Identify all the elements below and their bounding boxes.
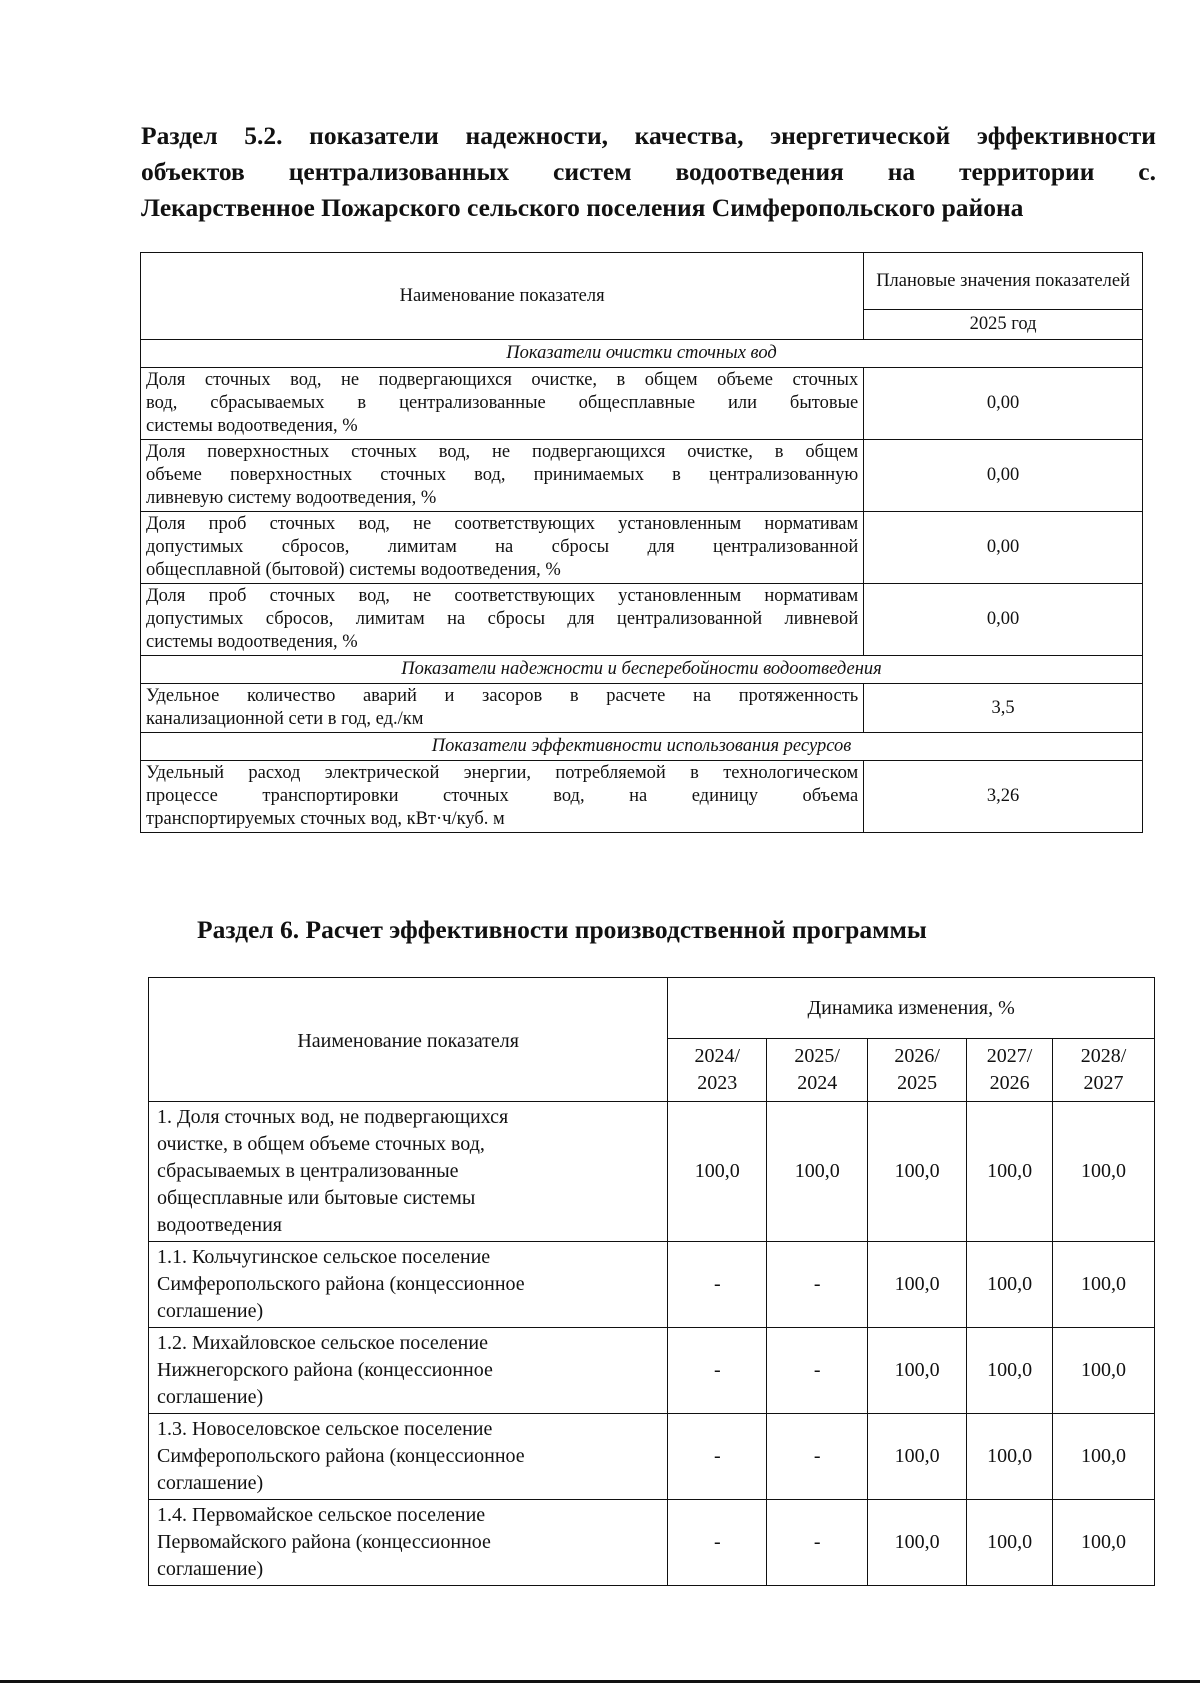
dynamics-value: 100,0: [868, 1102, 967, 1242]
column-header-year: 2025 год: [864, 310, 1143, 340]
indicator-name-line: соглашение): [157, 1558, 264, 1580]
year-header-line: 2028/: [1080, 1045, 1127, 1067]
dynamics-value: 100,0: [1053, 1500, 1155, 1586]
group-title: Показатели надежности и бесперебойности водоотведения: [141, 656, 1143, 684]
dynamics-value: 100,0: [967, 1414, 1053, 1500]
table-header-row: [149, 978, 1155, 1039]
indicator-name-line: системы водоотведения, %: [146, 632, 358, 652]
indicator-name: [141, 761, 864, 833]
dynamics-value: -: [767, 1242, 868, 1328]
indicator-name-line: Доля сточных вод, не подвергающихся очистке, в общем объеме сточных: [146, 370, 859, 390]
indicator-name-line: соглашение): [157, 1472, 264, 1494]
indicator-name-line: общесплавной (бытовой) системы водоотведения, %: [146, 560, 561, 580]
year-header: [1053, 1039, 1155, 1102]
dynamics-value: 100,0: [668, 1102, 767, 1242]
dynamics-value: -: [767, 1328, 868, 1414]
year-header: [967, 1039, 1053, 1102]
year-header-line: 2025: [897, 1072, 938, 1094]
year-header-line: 2026/: [894, 1045, 940, 1067]
table-row: [149, 1500, 1155, 1586]
indicator-name-line: водоотведения: [157, 1214, 282, 1236]
section-5-2-title: [141, 118, 1156, 226]
indicator-name-line: сбрасываемых в централизованные: [157, 1160, 459, 1182]
table-row: [141, 584, 1143, 656]
year-header: [767, 1039, 868, 1102]
indicator-name-line: объеме поверхностных сточных вод, принимаемых в централизованную: [146, 465, 859, 485]
section-6-title: Раздел 6. Расчет эффективности производственной программы: [197, 915, 927, 944]
indicator-name-line: 1.3. Новоселовское сельское поселение: [157, 1418, 493, 1440]
indicator-value: 3,26: [864, 761, 1143, 833]
column-header-planned-values: Плановые значения показателей: [864, 253, 1143, 310]
indicator-value: 3,5: [864, 684, 1143, 733]
indicator-name-line: соглашение): [157, 1386, 264, 1408]
indicator-value: 0,00: [864, 584, 1143, 656]
group-row: [141, 733, 1143, 761]
indicator-name-line: 1.1. Кольчугинское сельское поселение: [157, 1246, 491, 1268]
dynamics-value: 100,0: [967, 1328, 1053, 1414]
group-title: Показатели эффективности использования ресурсов: [141, 733, 1143, 761]
group-row: [141, 656, 1143, 684]
dynamics-value: 100,0: [868, 1500, 967, 1586]
table-header-row: [141, 253, 1143, 310]
table-row: [141, 684, 1143, 733]
indicator-name-line: процессе транспортировки сточных вод, на единицу объема: [146, 786, 859, 806]
table-row: [141, 512, 1143, 584]
indicator-name: [141, 512, 864, 584]
column-header-name: Наименование показателя: [141, 253, 864, 340]
section-5-2-title-line: Лекарственное Пожарского сельского поселения Симферопольского района: [141, 193, 1024, 222]
section-5-2-title-line: Раздел 5.2. показатели надежности, качества, энергетической эффективности: [141, 121, 1156, 150]
indicator-name-line: Нижнегорского района (концессионное: [157, 1359, 493, 1381]
dynamics-value: 100,0: [967, 1102, 1053, 1242]
indicator-name-line: Доля проб сточных вод, не соответствующих установленным нормативам: [146, 586, 859, 606]
table-row: [149, 1414, 1155, 1500]
year-header: [868, 1039, 967, 1102]
dynamics-value: 100,0: [1053, 1102, 1155, 1242]
table-row: [141, 440, 1143, 512]
dynamics-value: 100,0: [767, 1102, 868, 1242]
dynamics-value: -: [668, 1242, 767, 1328]
indicator-name: [141, 440, 864, 512]
section-5-2-title-line: объектов централизованных систем водоотведения на территории с.: [141, 157, 1156, 186]
dynamics-value: -: [668, 1500, 767, 1586]
table-row: [149, 1328, 1155, 1414]
indicator-name-line: Доля проб сточных вод, не соответствующих установленным нормативам: [146, 514, 859, 534]
indicator-value: 0,00: [864, 512, 1143, 584]
indicator-name-line: транспортируемых сточных вод, кВт·ч/куб. м: [146, 809, 505, 829]
indicator-name-line: Доля поверхностных сточных вод, не подвергающихся очистке, в общем: [146, 442, 859, 462]
indicator-value: 0,00: [864, 440, 1143, 512]
dynamics-value: 100,0: [967, 1242, 1053, 1328]
year-header-line: 2025/: [794, 1045, 840, 1067]
efficiency-table: [148, 977, 1155, 1586]
indicator-name: [141, 368, 864, 440]
indicator-name-line: допустимых сбросов, лимитам на сбросы для централизованной: [146, 537, 859, 557]
indicator-name-line: соглашение): [157, 1300, 264, 1322]
indicator-name-line: очистке, в общем объеме сточных вод,: [157, 1133, 485, 1155]
dynamics-value: 100,0: [967, 1500, 1053, 1586]
dynamics-value: -: [767, 1500, 868, 1586]
indicator-name: [141, 584, 864, 656]
indicator-name-line: 1.4. Первомайское сельское поселение: [157, 1504, 486, 1526]
indicator-name: [141, 684, 864, 733]
year-header-line: 2027/: [986, 1045, 1033, 1067]
year-header-line: 2024: [797, 1072, 838, 1094]
column-header-dynamics: Динамика изменения, %: [668, 978, 1155, 1039]
dynamics-value: 100,0: [868, 1242, 967, 1328]
indicator-name: [149, 1102, 668, 1242]
group-row: [141, 340, 1143, 368]
dynamics-value: 100,0: [1053, 1414, 1155, 1500]
indicator-name: [149, 1242, 668, 1328]
reliability-indicators-table: [140, 252, 1143, 833]
table-row: [149, 1102, 1155, 1242]
indicator-name-line: 1. Доля сточных вод, не подвергающихся: [157, 1106, 509, 1128]
dynamics-value: 100,0: [1053, 1328, 1155, 1414]
dynamics-value: 100,0: [868, 1328, 967, 1414]
indicator-name-line: 1.2. Михайловское сельское поселение: [157, 1332, 488, 1354]
dynamics-value: -: [767, 1414, 868, 1500]
table-row: [141, 761, 1143, 833]
footer-rule: [0, 1680, 1200, 1683]
indicator-name-line: общесплавные или бытовые системы: [157, 1187, 476, 1209]
group-title: Показатели очистки сточных вод: [141, 340, 1143, 368]
indicator-name-line: Удельный расход электрической энергии, потребляемой в технологическом: [146, 763, 859, 783]
indicator-name-line: допустимых сбросов, лимитам на сбросы для централизованной ливневой: [146, 609, 859, 629]
indicator-name-line: ливневую систему водоотведения, %: [146, 488, 437, 508]
indicator-name-line: Первомайского района (концессионное: [157, 1531, 491, 1553]
table-row: [149, 1242, 1155, 1328]
year-header-line: 2024/: [694, 1045, 741, 1067]
year-header-line: 2026: [989, 1072, 1030, 1094]
year-header-line: 2027: [1083, 1072, 1124, 1094]
table-row: [141, 368, 1143, 440]
dynamics-value: -: [668, 1328, 767, 1414]
indicator-name: [149, 1500, 668, 1586]
indicator-name-line: Удельное количество аварий и засоров в расчете на протяженность: [146, 686, 859, 706]
indicator-name-line: вод, сбрасываемых в централизованные общесплавные или бытовые: [146, 393, 859, 413]
year-header: [668, 1039, 767, 1102]
indicator-name: [149, 1328, 668, 1414]
dynamics-value: 100,0: [868, 1414, 967, 1500]
column-header-name: Наименование показателя: [149, 978, 668, 1102]
dynamics-value: -: [668, 1414, 767, 1500]
year-header-line: 2023: [697, 1072, 738, 1094]
indicator-name-line: Симферопольского района (концессионное: [157, 1445, 525, 1467]
indicator-name: [149, 1414, 668, 1500]
indicator-name-line: канализационной сети в год, ед./км: [146, 709, 424, 729]
indicator-name-line: Симферопольского района (концессионное: [157, 1273, 525, 1295]
dynamics-value: 100,0: [1053, 1242, 1155, 1328]
indicator-name-line: системы водоотведения, %: [146, 416, 358, 436]
indicator-value: 0,00: [864, 368, 1143, 440]
